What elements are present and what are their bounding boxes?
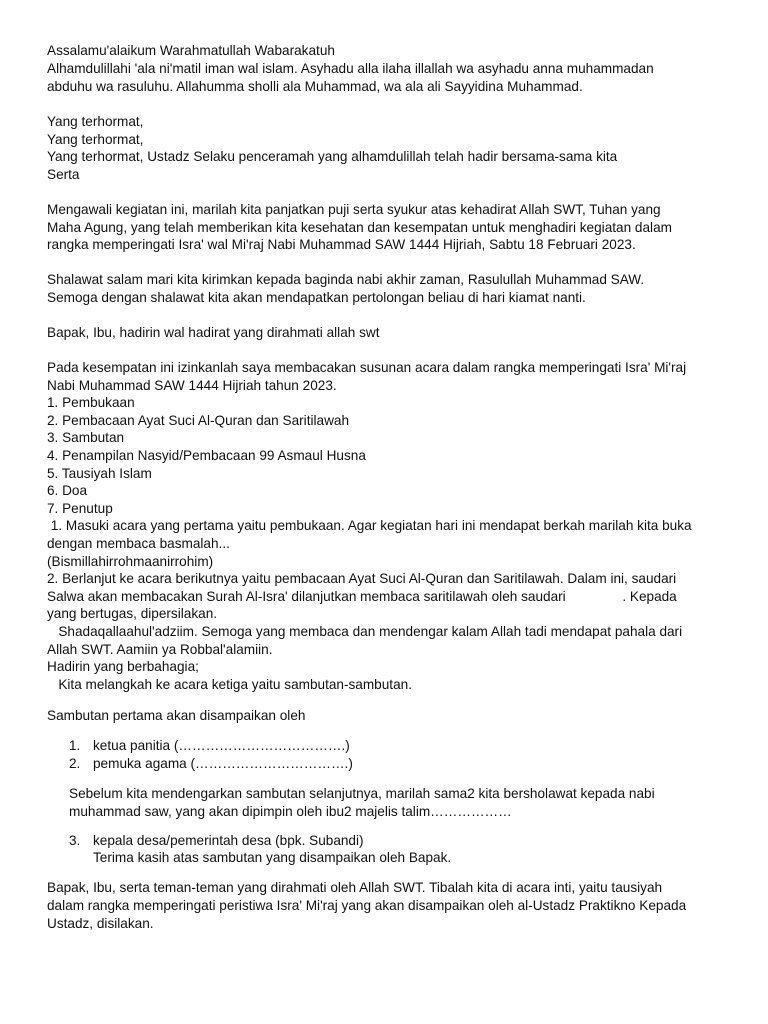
greeting-line: Alhamdulillahi 'ala ni'matil iman wal islam. Asyhadu alla ilaha illallah wa asyhadu anna muhammadan <box>47 61 654 76</box>
acara2-line: Kita melangkah ke acara ketiga yaitu sambutan-sambutan. <box>47 677 412 692</box>
acara2-line: Shadaqallaahul'adziim. Semoga yang membaca dan mendengar kalam Allah tadi mendapat pahala dari <box>47 624 683 639</box>
shalawat-line: Semoga dengan shalawat kita akan mendapatkan pertolongan beliau di hari kiamat nanti. <box>47 290 586 305</box>
list-number: 3. <box>69 833 81 848</box>
greeting-line: abduhu wa rasuluhu. Allahumma sholli ala Muhammad, wa ala ali Sayyidina Muhammad. <box>47 79 583 94</box>
acara2-line: 2. Berlanjut ke acara berikutnya yaitu pembacaan Ayat Suci Al-Quran dan Saritilawah. Dalam ini, saudari <box>47 571 677 586</box>
list-number: 2. <box>69 756 81 771</box>
agenda-item: 4. Penampilan Nasyid/Pembacaan 99 Asmaul Husna <box>47 448 366 463</box>
opening-line: Maha Agung, yang telah memberikan kita kesehatan dan kesempatan untuk menghadiri kegiatan dalam <box>47 220 672 235</box>
closing-line: Ustadz, disilakan. <box>47 916 154 931</box>
sambutan-item: pemuka agama (…………………………….) <box>93 756 353 771</box>
respect-line: Yang terhormat, <box>47 114 144 129</box>
thanks-line: Terima kasih atas sambutan yang disampaikan oleh Bapak. <box>93 850 452 865</box>
respect-line: Yang terhormat, <box>47 132 144 147</box>
acara1-line: (Bismillahirrohmaanirrohim) <box>47 554 214 569</box>
agenda-item: 5. Tausiyah Islam <box>47 466 152 481</box>
agenda-intro: Pada kesempatan ini izinkanlah saya membacakan susunan acara dalam rangka memperingati Isra' Mi'raj <box>47 360 687 375</box>
agenda-item: 1. Pembukaan <box>47 395 135 410</box>
acara2-line: Allah SWT. Aamiin ya Robbal'alamiin. <box>47 642 273 657</box>
agenda-intro: Nabi Muhammad SAW 1444 Hijriah tahun 2023. <box>47 378 337 393</box>
agenda-item: 7. Penutup <box>47 501 113 516</box>
acara1-line: 1. Masuki acara yang pertama yaitu pembukaan. Agar kegiatan hari ini mendapat berkah marilah kita buka <box>47 518 692 533</box>
list-number: 1. <box>69 738 81 753</box>
opening-line: rangka memperingati Isra' wal Mi'raj Nabi Muhammad SAW 1444 Hijriah, Sabtu 18 Februari 2023. <box>47 237 636 252</box>
closing-line: dalam rangka memperingati peristiwa Isra' Mi'raj yang akan disampaikan oleh al-Ustadz Praktikno Kepada <box>47 898 687 913</box>
sambutan-intro: Sambutan pertama akan disampaikan oleh <box>47 708 306 723</box>
acara2-line: Salwa akan membacakan Surah Al-Isra' dilanjutkan membaca saritilawah oleh saudari . Kepada <box>47 589 677 604</box>
sholawat-line: Sebelum kita mendengarkan sambutan selanjutnya, marilah sama2 kita bersholawat kepada nabi <box>69 786 655 801</box>
agenda-item: 6. Doa <box>47 483 88 498</box>
respect-line: Yang terhormat, Ustadz Selaku penceramah yang alhamdulillah telah hadir bersama-sama kita <box>47 149 618 164</box>
greeting-line: Assalamu'alaikum Warahmatullah Wabarakatuh <box>47 43 335 58</box>
acara2-line: yang bertugas, dipersilakan. <box>47 606 218 621</box>
closing-line: Bapak, Ibu, serta teman-teman yang dirahmati oleh Allah SWT. Tibalah kita di acara inti, yaitu tausiyah <box>47 880 663 895</box>
respect-line: Serta <box>47 167 80 182</box>
agenda-item: 2. Pembacaan Ayat Suci Al-Quran dan Saritilawah <box>47 413 350 428</box>
agenda-item: 3. Sambutan <box>47 430 125 445</box>
sambutan-item: ketua panitia (……………………………….) <box>93 738 350 753</box>
shalawat-line: Shalawat salam mari kita kirimkan kepada baginda nabi akhir zaman, Rasulullah Muhammad SAW. <box>47 272 645 287</box>
sambutan-item: kepala desa/pemerintah desa (bpk. Subandi) <box>93 833 364 848</box>
acara2-line: Hadirin yang berbahagia; <box>47 659 199 674</box>
address-line: Bapak, Ibu, hadirin wal hadirat yang dirahmati allah swt <box>47 325 380 340</box>
opening-line: Mengawali kegiatan ini, marilah kita panjatkan puji serta syukur atas kehadirat Allah SWT, Tuhan yang <box>47 202 661 217</box>
acara1-line: dengan membaca basmalah... <box>47 536 230 551</box>
sholawat-line: muhammad saw, yang akan dipimpin oleh ibu2 majelis talim……………… <box>69 804 512 819</box>
